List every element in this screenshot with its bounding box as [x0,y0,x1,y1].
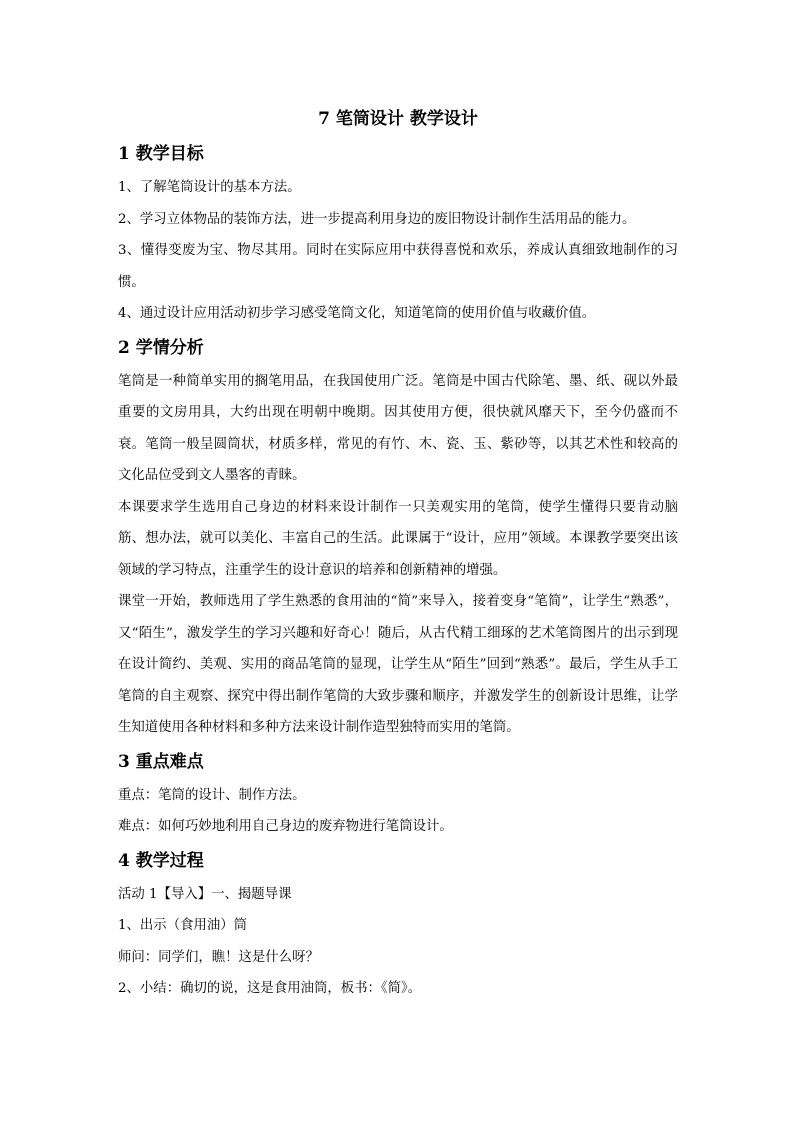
analysis-paragraph-2: 本课要求学生选用自己身边的材料来设计制作一只美观实用的笔筒，使学生懂得只要肯动脑筋、想办法，就可以美化、丰富自己的生活。此课属于“设计，应用”领域。本课教学要突出该领域的学习特点，注重学生的设计意识的培养和创新精神的增强。 [118,499,678,578]
goal-item-4: 4、通过设计应用活动初步学习感受笔筒文化，知道笔筒的使用价值与收藏价值。 [118,306,596,321]
key-point: 重点：笔筒的设计、制作方法。 [118,787,306,803]
goal-item-1: 1、了解笔筒设计的基本方法。 [118,180,301,195]
section-heading-teaching-process: 4 教学过程 [118,850,204,871]
goal-item-2: 2、学习立体物品的装饰方法，进一步提高利用身边的废旧物设计制作生活用品的能力。 [118,211,636,227]
process-line-4: 2、小结：确切的说，这是食用油筒，板书：《简》。 [118,981,422,996]
goal-item-3: 3、懂得变废为宝、物尽其用。同时在实际应用中获得喜悦和欢乐，养成认真细致地制作的习惯。 [118,243,678,290]
analysis-paragraph-1: 笔筒是一种简单实用的搁笔用品，在我国使用广泛。笔筒是中国古代除笔、墨、纸、砚以外最重要的文房用具，大约出现在明朝中晚期。因其使用方便，很快就风靡天下，至今仍盛而不衰。笔筒一般呈圆筒状，材质多样，常见的有竹、木、瓷、玉、紫砂等，以其艺术性和较高的文化品位受到文人墨客的青睐。 [118,373,678,483]
document-page [118,100,678,1005]
document-title: 7 笔筒设计 教学设计 [318,109,478,129]
process-line-2: 1、出示（食用油）筒 [118,918,248,933]
analysis-paragraph-3: 课堂一开始，教师选用了学生熟悉的食用油的“简”来导入，接着变身“笔简”，让学生“熟悉”，又“陌生”，激发学生的学习兴趣和好奇心！随后，从古代精工细琢的艺术笔筒图片的出示到现在设计简约、美观、实用的商品笔筒的显现，让学生从“陌生”回到“熟悉”。最后，学生从手工笔筒的自主观察、探究中得出制作笔筒的大致步骤和顺序，并激发学生的创新设计思维，让学生知道使用各种材料和多种方法来设计制作造型独特而实用的笔筒。 [118,594,678,735]
process-line-1: 活动 1【导入】一、揭题导课 [118,886,292,902]
section-heading-teaching-goals: 1 教学目标 [118,144,204,164]
section-heading-learner-analysis: 2 学情分析 [118,337,204,358]
process-line-3: 师问：同学们，瞧！这是什么呀？ [118,949,319,965]
section-heading-key-points: 3 重点难点 [118,751,204,772]
difficult-point: 难点：如何巧妙地利用自己身边的废弃物进行笔筒设计。 [118,819,453,834]
